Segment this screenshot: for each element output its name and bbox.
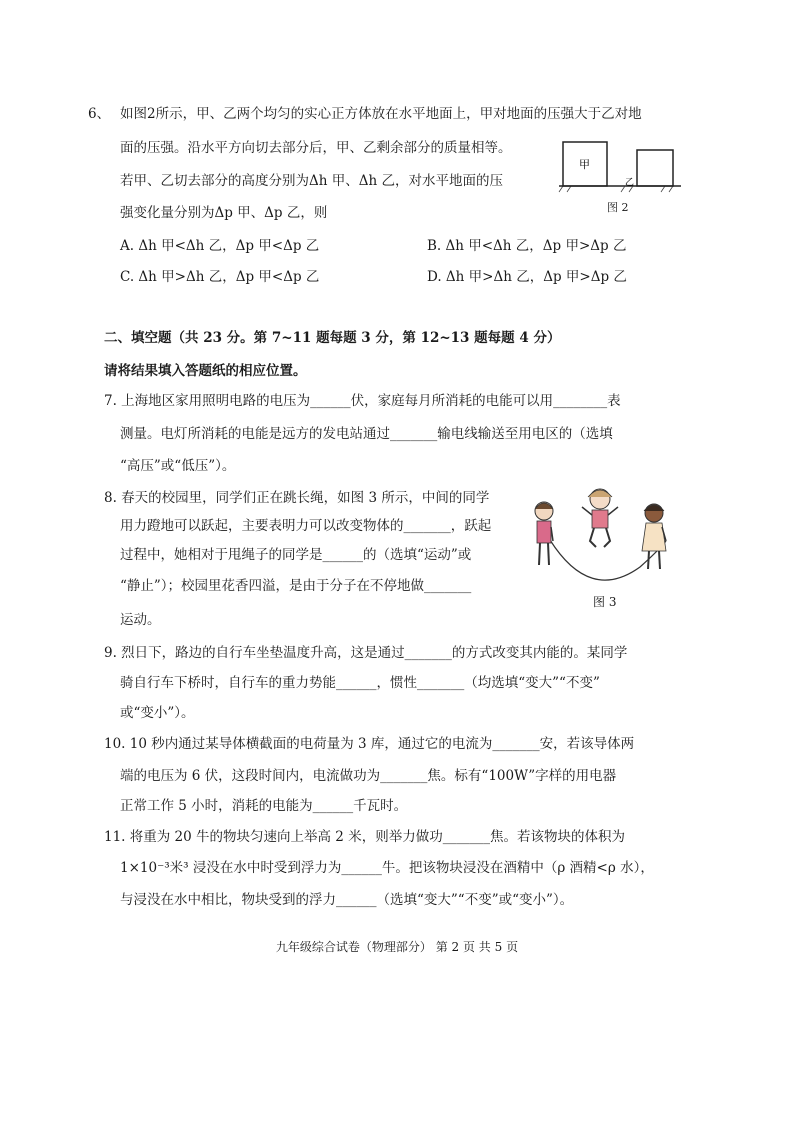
section-2-instruction: 请将结果填入答题纸的相应位置。 xyxy=(104,363,307,379)
figure-3-caption: 图 3 xyxy=(593,595,617,609)
page-footer: 九年级综合试卷（物理部分） 第 2 页 共 5 页 xyxy=(275,940,519,954)
q8-line-1: 8. 春天的校园里，同学们正在跳长绳，如图 3 所示，中间的同学 xyxy=(104,490,490,506)
q8-line-4: “静止”）；校园里花香四溢，是由于分子在不停地做_______ xyxy=(120,578,472,594)
q7-line-3: “高压”或“低压”）。 xyxy=(120,458,236,474)
q9-line-3: 或“变小”）。 xyxy=(120,705,195,721)
q6-option-c: C. Δh 甲>Δh 乙，Δp 甲<Δp 乙 xyxy=(120,269,320,285)
figure-2-label-jia: 甲 xyxy=(579,158,590,171)
q8-line-2: 用力蹬地可以跃起，主要表明力可以改变物体的_______，跃起 xyxy=(120,518,492,534)
q7-line-1: 7. 上海地区家用照明电路的电压为______伏，家庭每月所消耗的电能可以用________表 xyxy=(104,393,621,409)
q9-line-1: 9. 烈日下，路边的自行车坐垫温度升高，这是通过_______的方式改变其内能的。某同学 xyxy=(104,645,628,661)
q6-line-2: 面的压强。沿水平方向切去部分后，甲、乙剩余部分的质量相等。 xyxy=(120,140,512,156)
figure-2-caption: 图 2 xyxy=(607,201,629,214)
figure-2-label-yi: 乙 xyxy=(625,178,635,188)
q11-line-3: 与浸没在水中相比，物块受到的浮力______（选填“变大”“不变”或“变小”）。 xyxy=(120,892,574,908)
q7-line-2: 测量。电灯所消耗的电能是远方的发电站通过_______输电线输送至用电区的（选填 xyxy=(120,426,613,442)
section-2-heading: 二、填空题（共 23 分。第 7~11 题每题 3 分，第 12~13 题每题 4 分） xyxy=(104,330,561,346)
q6-line-4: 强变化量分别为Δp 甲、Δp 乙，则 xyxy=(120,205,328,221)
q10-line-3: 正常工作 5 小时，消耗的电能为______千瓦时。 xyxy=(120,798,408,814)
q6-number: 6、 xyxy=(88,106,111,122)
q6-line-3: 若甲、乙切去部分的高度分别为Δh 甲、Δh 乙，对水平地面的压 xyxy=(120,173,503,189)
q9-line-2: 骑自行车下桥时，自行车的重力势能______，惯性_______（均选填“变大”“不变” xyxy=(120,675,600,691)
q6-line-1: 如图2所示，甲、乙两个均匀的实心正方体放在水平地面上，甲对地面的压强大于乙对地 xyxy=(120,106,642,122)
q10-line-1: 10. 10 秒内通过某导体横截面的电荷量为 3 库，通过它的电流为_______安，若该导体两 xyxy=(104,736,635,752)
q11-line-2: 1×10⁻³米³ 浸没在水中时受到浮力为______牛。把该物块浸没在酒精中（ρ 酒精<ρ 水）， xyxy=(120,860,654,876)
q8-line-5: 运动。 xyxy=(120,612,161,628)
figure-3-jump-rope xyxy=(520,485,692,585)
q6-option-a: A. Δh 甲<Δh 乙，Δp 甲<Δp 乙 xyxy=(120,238,320,254)
q11-line-1: 11. 将重为 20 牛的物块匀速向上举高 2 米，则举力做功_______焦。若该物块的体积为 xyxy=(104,829,625,845)
q6-option-b: B. Δh 甲<Δh 乙，Δp 甲>Δp 乙 xyxy=(427,238,627,254)
q10-line-2: 端的电压为 6 伏，这段时间内，电流做功为_______焦。标有“100W”字样的用电器 xyxy=(120,768,617,784)
q6-option-d: D. Δh 甲>Δh 乙，Δp 甲>Δp 乙 xyxy=(427,269,627,285)
q8-line-3: 过程中，她相对于甩绳子的同学是______的（选填“运动”或 xyxy=(120,547,472,563)
figure-2-cubes xyxy=(555,136,685,196)
